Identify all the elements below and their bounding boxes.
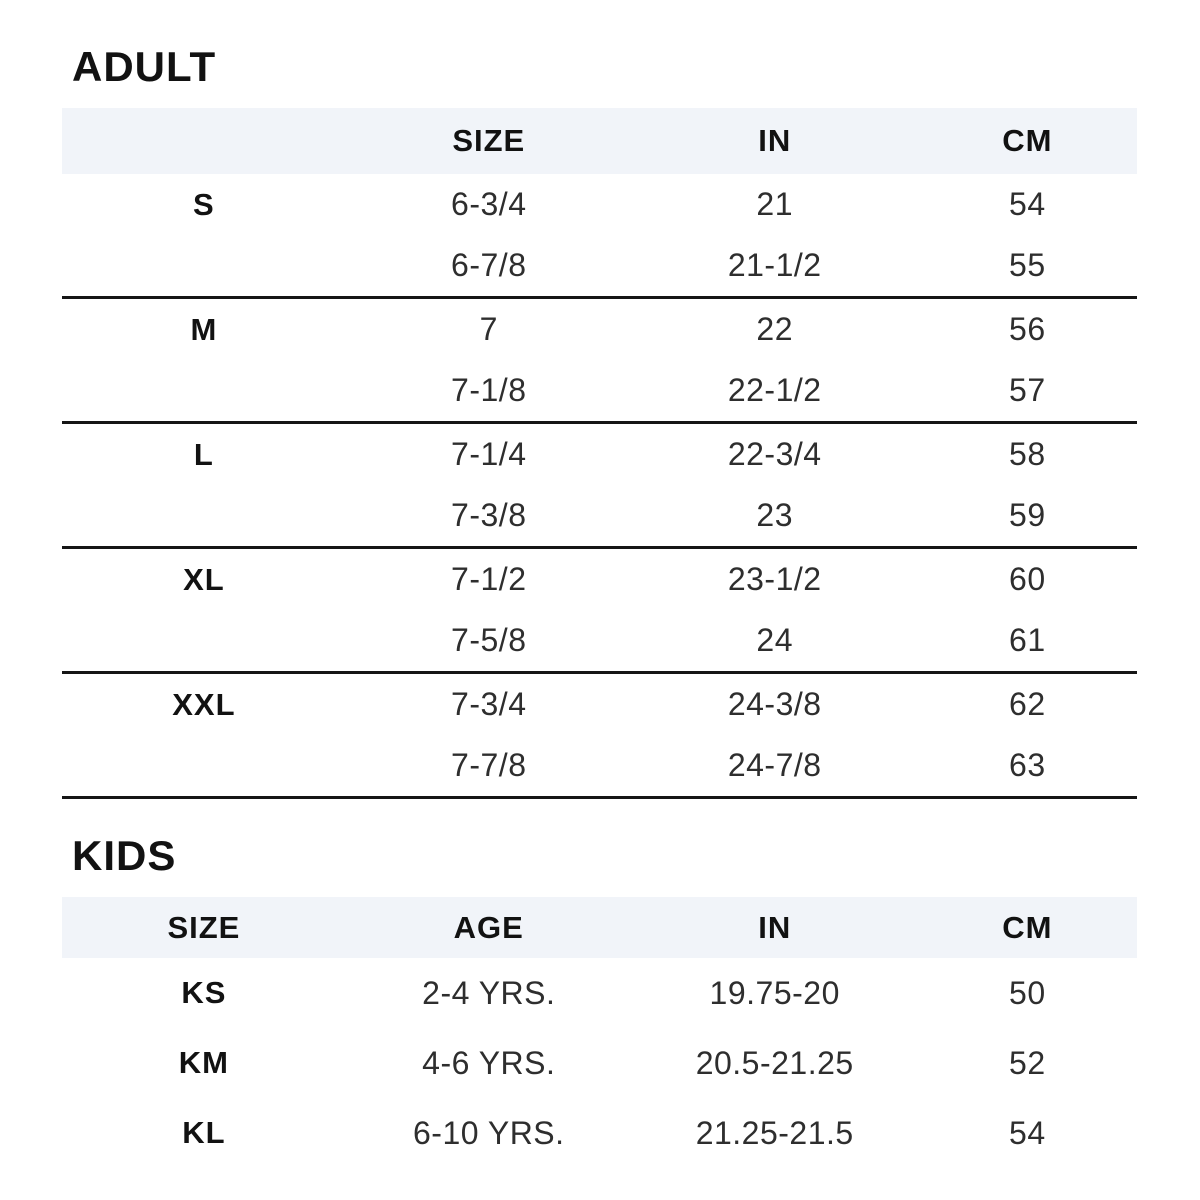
table-row <box>62 485 1137 546</box>
cm-cell: 56 <box>1009 311 1046 347</box>
kids-table-header <box>62 897 1137 958</box>
table-row <box>62 958 1137 1028</box>
table-row <box>62 735 1137 796</box>
adult-size-table <box>62 108 1137 799</box>
table-row <box>62 360 1137 421</box>
cm-cell: 54 <box>1009 186 1046 222</box>
adult-size-group-s <box>62 174 1137 299</box>
size-cell: 7-1/8 <box>451 372 527 408</box>
size-cell: 7-7/8 <box>451 747 527 783</box>
cm-cell: 52 <box>1009 1044 1046 1081</box>
adult-header-size: SIZE <box>452 123 526 158</box>
table-row <box>62 299 1137 360</box>
size-cell: 6-3/4 <box>451 186 527 222</box>
in-cell: 19.75-20 <box>709 974 840 1011</box>
in-cell: 23-1/2 <box>727 561 822 597</box>
table-row <box>62 424 1137 485</box>
adult-size-group-l <box>62 424 1137 549</box>
in-cell: 23 <box>756 497 793 533</box>
age-cell: 4-6 YRS. <box>422 1044 556 1081</box>
size-cell: 6-7/8 <box>451 247 527 283</box>
kids-size-table <box>62 897 1137 1168</box>
age-cell: 6-10 YRS. <box>412 1114 565 1151</box>
adult-size-group-xl <box>62 549 1137 674</box>
table-row <box>62 235 1137 296</box>
row-label: L <box>193 436 214 472</box>
kids-section-title: KIDS <box>72 832 177 879</box>
in-cell: 21.25-21.5 <box>695 1114 854 1151</box>
row-label: XXL <box>172 686 236 722</box>
cm-cell: 58 <box>1009 436 1046 472</box>
row-label: S <box>193 186 215 222</box>
adult-size-group-xxl <box>62 674 1137 799</box>
size-cell: 7-1/4 <box>451 436 527 472</box>
adult-size-group-m <box>62 299 1137 424</box>
in-cell: 21 <box>756 186 793 222</box>
size-cell: 7 <box>479 311 498 347</box>
table-row <box>62 174 1137 235</box>
size-chart-sheet <box>62 0 1137 1168</box>
in-cell: 21-1/2 <box>727 247 822 283</box>
cm-cell: 62 <box>1009 686 1046 722</box>
in-cell: 24-3/8 <box>727 686 822 722</box>
size-cell: 7-3/4 <box>451 686 527 722</box>
adult-section-title: ADULT <box>72 43 217 90</box>
table-row <box>62 1028 1137 1098</box>
kids-header-cm: CM <box>1002 909 1053 945</box>
adult-table-header <box>62 108 1137 174</box>
cm-cell: 54 <box>1009 1114 1046 1151</box>
row-label: KM <box>178 1045 229 1080</box>
adult-header-cm: CM <box>1002 123 1053 158</box>
cm-cell: 50 <box>1009 974 1046 1011</box>
cm-cell: 61 <box>1009 622 1046 658</box>
adult-header-in: IN <box>758 123 792 158</box>
row-label: XL <box>183 561 225 597</box>
in-cell: 22-1/2 <box>727 372 822 408</box>
size-cell: 7-5/8 <box>451 622 527 658</box>
cm-cell: 60 <box>1009 561 1046 597</box>
row-label: KL <box>182 1115 226 1150</box>
age-cell: 2-4 YRS. <box>422 974 556 1011</box>
row-label: M <box>190 311 218 347</box>
in-cell: 24 <box>756 622 793 658</box>
in-cell: 24-7/8 <box>727 747 822 783</box>
cm-cell: 55 <box>1009 247 1046 283</box>
table-row <box>62 674 1137 735</box>
cm-cell: 57 <box>1009 372 1046 408</box>
table-row <box>62 610 1137 671</box>
kids-header-size: SIZE <box>167 909 241 945</box>
size-cell: 7-1/2 <box>451 561 527 597</box>
table-row <box>62 1098 1137 1168</box>
in-cell: 22 <box>756 311 793 347</box>
row-label: KS <box>181 975 227 1010</box>
kids-header-in: IN <box>758 909 792 945</box>
cm-cell: 59 <box>1009 497 1046 533</box>
in-cell: 22-3/4 <box>727 436 822 472</box>
size-cell: 7-3/8 <box>451 497 527 533</box>
in-cell: 20.5-21.25 <box>695 1044 854 1081</box>
kids-header-age: AGE <box>453 909 524 945</box>
table-row <box>62 549 1137 610</box>
cm-cell: 63 <box>1009 747 1046 783</box>
